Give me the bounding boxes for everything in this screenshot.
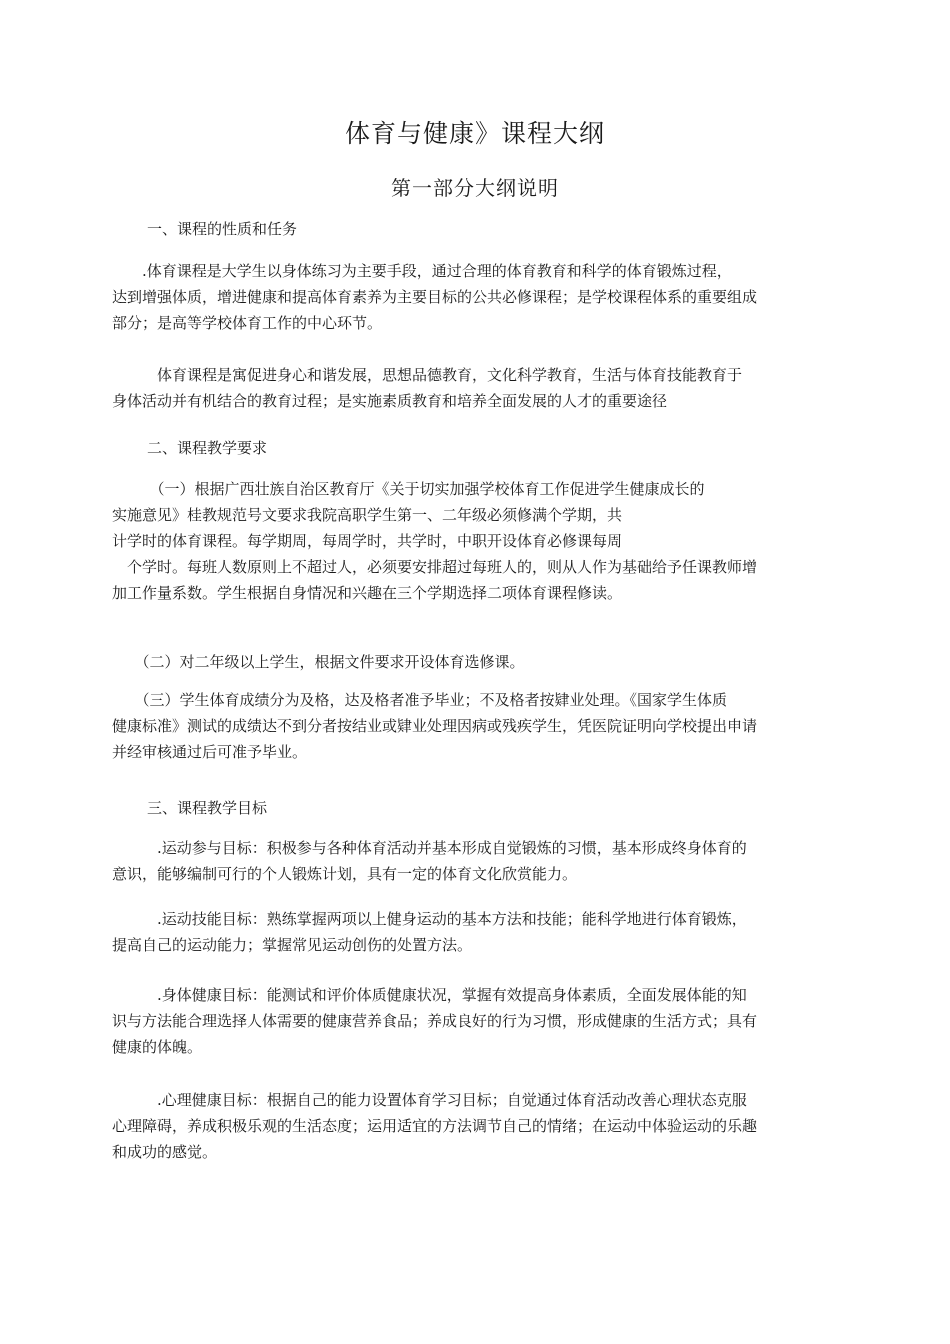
text-line: .心理健康目标：根据自己的能力设置体育学习目标；自觉通过体育活动改善心理状态克服	[112, 1091, 747, 1109]
paragraph	[112, 649, 848, 675]
text-line: （二）对二年级以上学生，根据文件要求开设体育选修课。	[112, 653, 525, 671]
paragraph	[112, 906, 848, 958]
section-heading-1: 一、课程的性质和任务	[147, 220, 298, 238]
text-line: .身体健康目标：能测试和评价体质健康状况，掌握有效提高身体素质，全面发展体能的知	[112, 986, 747, 1004]
text-line: （一）根据广西壮族自治区教育厅《关于切实加强学校体育工作促进学生健康成长的	[112, 480, 705, 498]
text-line: 体育课程是寓促进身心和谐发展，思想品德教育，文化科学教育，生活与体育技能教育于	[112, 366, 743, 384]
paragraph	[112, 982, 848, 1060]
text-line: 意识，能够编制可行的个人锻炼计划，具有一定的体育文化欣赏能力。	[112, 865, 578, 883]
text-line: 计学时的体育课程。每学期周，每周学时，共学时，中职开设体育必修课每周	[112, 532, 623, 550]
text-line: .运动参与目标：积极参与各种体育活动并基本形成自觉锻炼的习惯，基本形成终身体育的	[112, 839, 747, 857]
text-line: 提高自己的运动能力；掌握常见运动创伤的处置方法。	[112, 936, 473, 954]
document-subtitle: 第一部分大纲说明	[391, 176, 559, 200]
text-line: 实施意见》桂教规范号文要求我院高职学生第一、二年级必须修满个学期，共	[112, 506, 623, 524]
text-line: 和成功的感觉。	[112, 1143, 218, 1161]
text-line: 识与方法能合理选择人体需要的健康营养食品；养成良好的行为习惯，形成健康的生活方式；具有	[112, 1012, 758, 1030]
text-line: 并经审核通过后可准予毕业。	[112, 743, 308, 761]
section-heading-2: 二、课程教学要求	[147, 439, 268, 457]
text-line: （三）学生体育成绩分为及格，达及格者准予毕业；不及格者按肄业处理。《国家学生体质	[112, 691, 728, 709]
text-line: 个学时。每班人数原则上不超过人，必须要安排超过每班人的，则从人作为基础给予任课教师增	[112, 558, 758, 576]
text-line: 身体活动并有机结合的教育过程；是实施素质教育和培养全面发展的人才的重要途径	[112, 392, 668, 410]
paragraph	[112, 258, 848, 336]
paragraph	[112, 1087, 848, 1165]
text-line: 健康标准》测试的成绩达不到分者按结业或肄业处理因病或残疾学生，凭医院证明向学校提出申请	[112, 717, 758, 735]
paragraph	[112, 362, 848, 414]
text-line: .运动技能目标：熟练掌握两项以上健身运动的基本方法和技能；能科学地进行体育锻炼，	[112, 910, 747, 928]
section-heading-3: 三、课程教学目标	[147, 799, 268, 817]
text-line: .体育课程是大学生以身体练习为主要手段，通过合理的体育教育和科学的体育锻炼过程，	[112, 262, 732, 280]
paragraph	[112, 835, 848, 887]
text-line: 部分；是高等学校体育工作的中心环节。	[112, 314, 383, 332]
text-line: 达到增强体质，增进健康和提高体育素养为主要目标的公共必修课程；是学校课程体系的重要组成	[112, 288, 758, 306]
paragraph	[112, 687, 848, 765]
document-title: 体育与健康》课程大纲	[344, 119, 605, 148]
paragraph	[112, 476, 848, 606]
text-line: 健康的体魄。	[112, 1038, 203, 1056]
text-line: 加工作量系数。学生根据自身情况和兴趣在三个学期选择二项体育课程修读。	[112, 584, 623, 602]
text-line: 心理障碍，养成积极乐观的生活态度；运用适宜的方法调节自己的情绪；在运动中体验运动的乐趣	[112, 1117, 758, 1135]
